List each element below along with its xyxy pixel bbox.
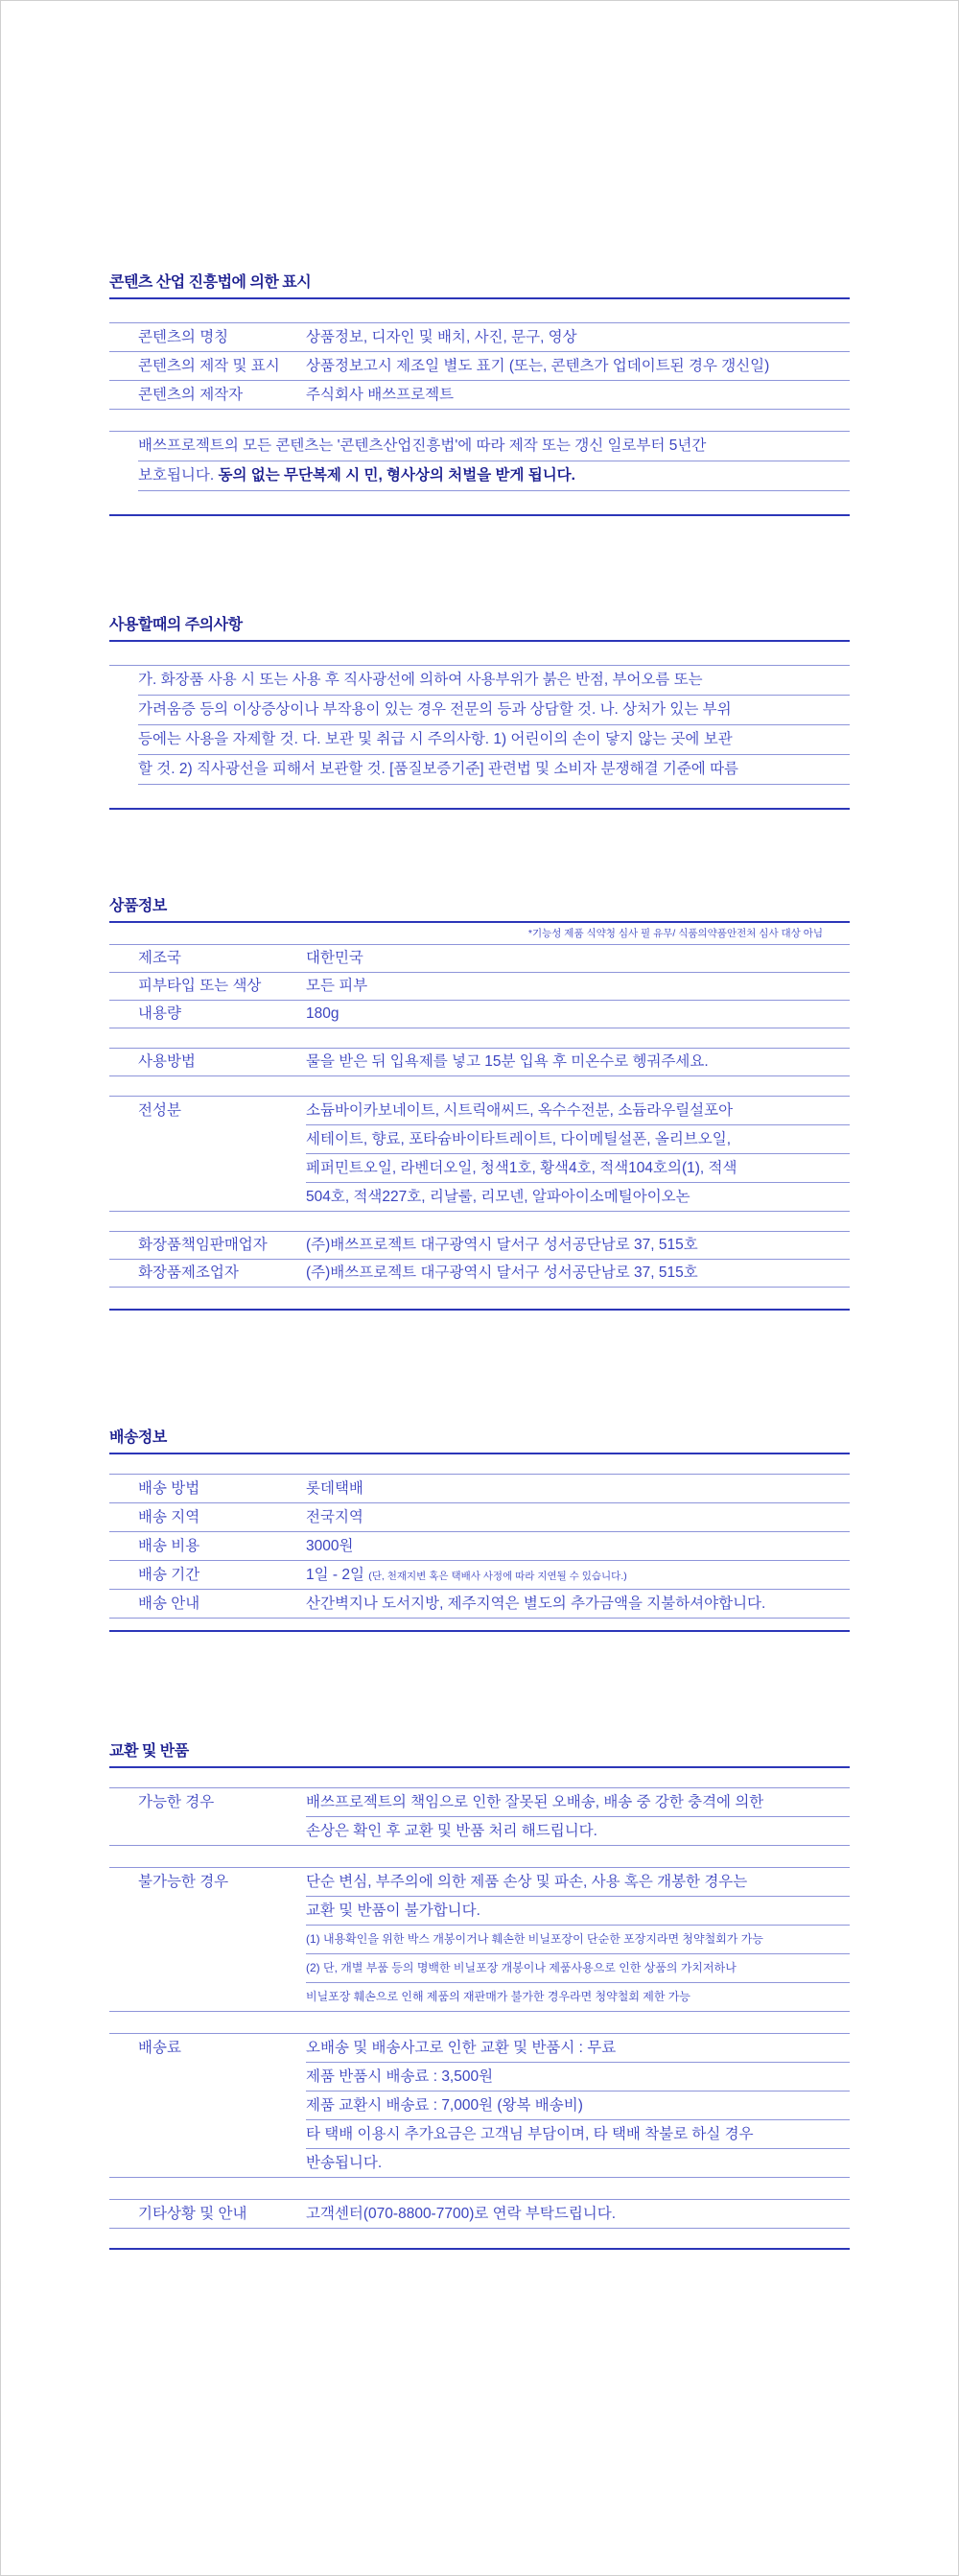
info-row [109, 1475, 850, 1503]
note-line: (2) 단, 개별 부품 등의 명백한 비닐포장 개봉이나 제품사용으로 인한 상품의 가치저하나 [306, 1954, 850, 1983]
info-row [109, 352, 850, 381]
content-industry-section [109, 270, 850, 516]
paragraph-line: 배쓰프로젝트의 모든 콘텐츠는 '콘텐츠산업진흥법'에 따라 제작 또는 갱신 일로부터 5년간 [138, 432, 850, 461]
text-line: 반송됩니다. [306, 2155, 383, 2171]
row-value: 산간벽지나 도서지방, 제주지역은 별도의 추가금액을 지불하셔야합니다. [306, 1595, 766, 1612]
paragraph-line: 가려움증 등의 이상증상이나 부작용이 있는 경우 전문의 등과 상담할 것. 나. 상처가 있는 부위 [138, 696, 850, 725]
paragraph-line [138, 461, 850, 491]
warning-text: 동의 없는 무단복제 시 민, 형사상의 처벌을 받게 됩니다. [218, 467, 575, 484]
row-label: 배송 안내 [138, 1595, 200, 1612]
product-info-section [109, 893, 850, 1311]
row-value: 롯데택배 [306, 1480, 363, 1497]
row-value: 주식회사 배쓰프로젝트 [306, 387, 455, 403]
row-value: 상품정보고시 제조일 별도 표기 (또는, 콘텐츠가 업데이트된 경우 갱신일) [306, 358, 770, 374]
text-line: 제품 반품시 배송료 : 3,500원 [306, 2063, 850, 2092]
exchange-return-section [109, 1738, 850, 2250]
row-label: 배송료 [138, 2040, 181, 2056]
ingredient-line: 세테이트, 향료, 포타슘바이타트레이트, 다이메틸설폰, 올리브오일, [306, 1125, 850, 1154]
info-row [109, 973, 850, 1001]
row-label: 불가능한 경우 [138, 1874, 229, 1890]
shipping-fee-row [109, 2034, 850, 2178]
note-line: 비닐포장 훼손으로 인해 제품의 재판매가 불가한 경우라면 청약철회 제한 가능 [306, 1990, 690, 2003]
caution-section [109, 612, 850, 810]
row-label: 화장품책임판매업자 [138, 1237, 268, 1253]
divider [109, 1630, 850, 1632]
info-row [109, 1232, 850, 1260]
row-value: 상품정보, 디자인 및 배치, 사진, 문구, 영상 [306, 329, 577, 345]
section-title: 콘텐츠 산업 진흥법에 의한 표시 [109, 274, 312, 291]
row-label: 배송 지역 [138, 1509, 200, 1525]
row-label: 화장품제조업자 [138, 1264, 239, 1281]
row-value: 고객센터(070-8800-7700)로 연락 부탁드립니다. [306, 2206, 617, 2222]
text-line: 타 택배 이용시 추가요금은 고객님 부담이며, 타 택배 착불로 하실 경우 [306, 2120, 850, 2149]
text-line: 교환 및 반품이 불가합니다. [306, 1897, 850, 1926]
divider [109, 514, 850, 516]
ingredient-line: 504호, 적색227호, 리날룰, 리모넨, 알파아이소메틸아이오논 [306, 1189, 690, 1205]
delay-note: (단, 천재지변 혹은 택배사 사정에 따라 지연될 수 있습니다.) [368, 1571, 627, 1582]
row-label: 제조국 [138, 950, 181, 966]
paragraph-line: 할 것. 2) 직사광선을 피해서 보관할 것. [품질보증기준] 관련법 및 소비자 분쟁해결 기준에 따름 [138, 755, 850, 785]
info-row [109, 1049, 850, 1076]
text-line: 배쓰프로젝트의 책임으로 인한 잘못된 오배송, 배송 중 강한 충격에 의한 [306, 1788, 850, 1817]
row-label: 가능한 경우 [138, 1794, 215, 1810]
text-line: 손상은 확인 후 교환 및 반품 처리 해드립니다. [306, 1823, 597, 1839]
row-label: 내용량 [138, 1005, 181, 1022]
row-value: 전국지역 [306, 1509, 363, 1525]
row-label: 배송 비용 [138, 1538, 200, 1554]
divider [109, 808, 850, 810]
row-value: 물을 받은 뒤 입욕제를 넣고 15분 입욕 후 미온수로 헹궈주세요. [306, 1053, 709, 1070]
row-label: 피부타입 또는 색상 [138, 978, 262, 994]
row-label: 기타상황 및 안내 [138, 2206, 247, 2222]
row-label: 콘텐츠의 제작자 [138, 387, 244, 403]
divider [109, 2248, 850, 2250]
shipping-section [109, 1425, 850, 1632]
info-row [109, 381, 850, 410]
ingredients-row [109, 1097, 850, 1212]
row-label: 콘텐츠의 제작 및 표시 [138, 358, 280, 374]
exchange-possible-row [109, 1788, 850, 1846]
paragraph-line: 등에는 사용을 자제할 것. 다. 보관 및 취급 시 주의사항. 1) 어린이의 손이 닿지 않는 곳에 보관 [138, 725, 850, 755]
section-title: 교환 및 반품 [109, 1743, 189, 1760]
text-line: 제품 교환시 배송료 : 7,000원 (왕복 배송비) [306, 2092, 850, 2120]
info-row [109, 1590, 850, 1619]
paragraph-line: 가. 화장품 사용 시 또는 사용 후 직사광선에 의하여 사용부위가 붉은 반점, 부어오름 또는 [138, 666, 850, 696]
note-line: (1) 내용확인을 위한 박스 개봉이거나 훼손한 비닐포장이 단순한 포장지라면 청약철회가 가능 [306, 1926, 850, 1954]
row-label: 배송 기간 [138, 1567, 200, 1583]
copyright-paragraph [109, 432, 850, 491]
info-row [109, 945, 850, 973]
row-value: (주)배쓰프로젝트 대구광역시 달서구 성서공단남로 37, 515호 [306, 1237, 698, 1253]
text-line: 오배송 및 배송사고로 인한 교환 및 반품시 : 무료 [306, 2034, 850, 2063]
row-label: 전성분 [138, 1102, 181, 1119]
row-value: 대한민국 [306, 950, 363, 966]
row-label: 배송 방법 [138, 1480, 200, 1497]
section-title: 사용할때의 주의사항 [109, 617, 243, 633]
functional-note: *기능성 제품 식약청 심사 필 유무/ 식품의약품안전처 심사 대상 아님 [527, 928, 823, 939]
row-label: 사용방법 [138, 1053, 196, 1070]
row-label: 콘텐츠의 명칭 [138, 329, 229, 345]
ingredient-line: 소듐바이카보네이트, 시트릭애씨드, 옥수수전분, 소듐라우릴설포아 [306, 1097, 850, 1125]
info-row [109, 323, 850, 352]
row-value: 1일 - 2일 [306, 1567, 364, 1583]
info-row [109, 1001, 850, 1028]
divider [109, 1309, 850, 1311]
row-value: 3000원 [306, 1538, 354, 1554]
exchange-impossible-row [109, 1868, 850, 2012]
section-title: 배송정보 [109, 1430, 167, 1446]
info-row [109, 1503, 850, 1532]
row-value: 모든 피부 [306, 978, 368, 994]
ingredient-line: 페퍼민트오일, 라벤더오일, 청색1호, 황색4호, 적색104호의(1), 적색 [306, 1154, 850, 1183]
info-row [109, 1260, 850, 1288]
info-row [109, 2200, 850, 2229]
row-value: (주)배쓰프로젝트 대구광역시 달서구 성서공단남로 37, 515호 [306, 1264, 698, 1281]
text-line: 단순 변심, 부주의에 의한 제품 손상 및 파손, 사용 혹은 개봉한 경우는 [306, 1868, 850, 1897]
caution-paragraph [109, 666, 850, 785]
text: 보호됩니다. [138, 467, 219, 484]
row-value: 180g [306, 1005, 339, 1022]
section-title: 상품정보 [109, 898, 167, 914]
info-row [109, 1532, 850, 1561]
info-row [109, 1561, 850, 1590]
